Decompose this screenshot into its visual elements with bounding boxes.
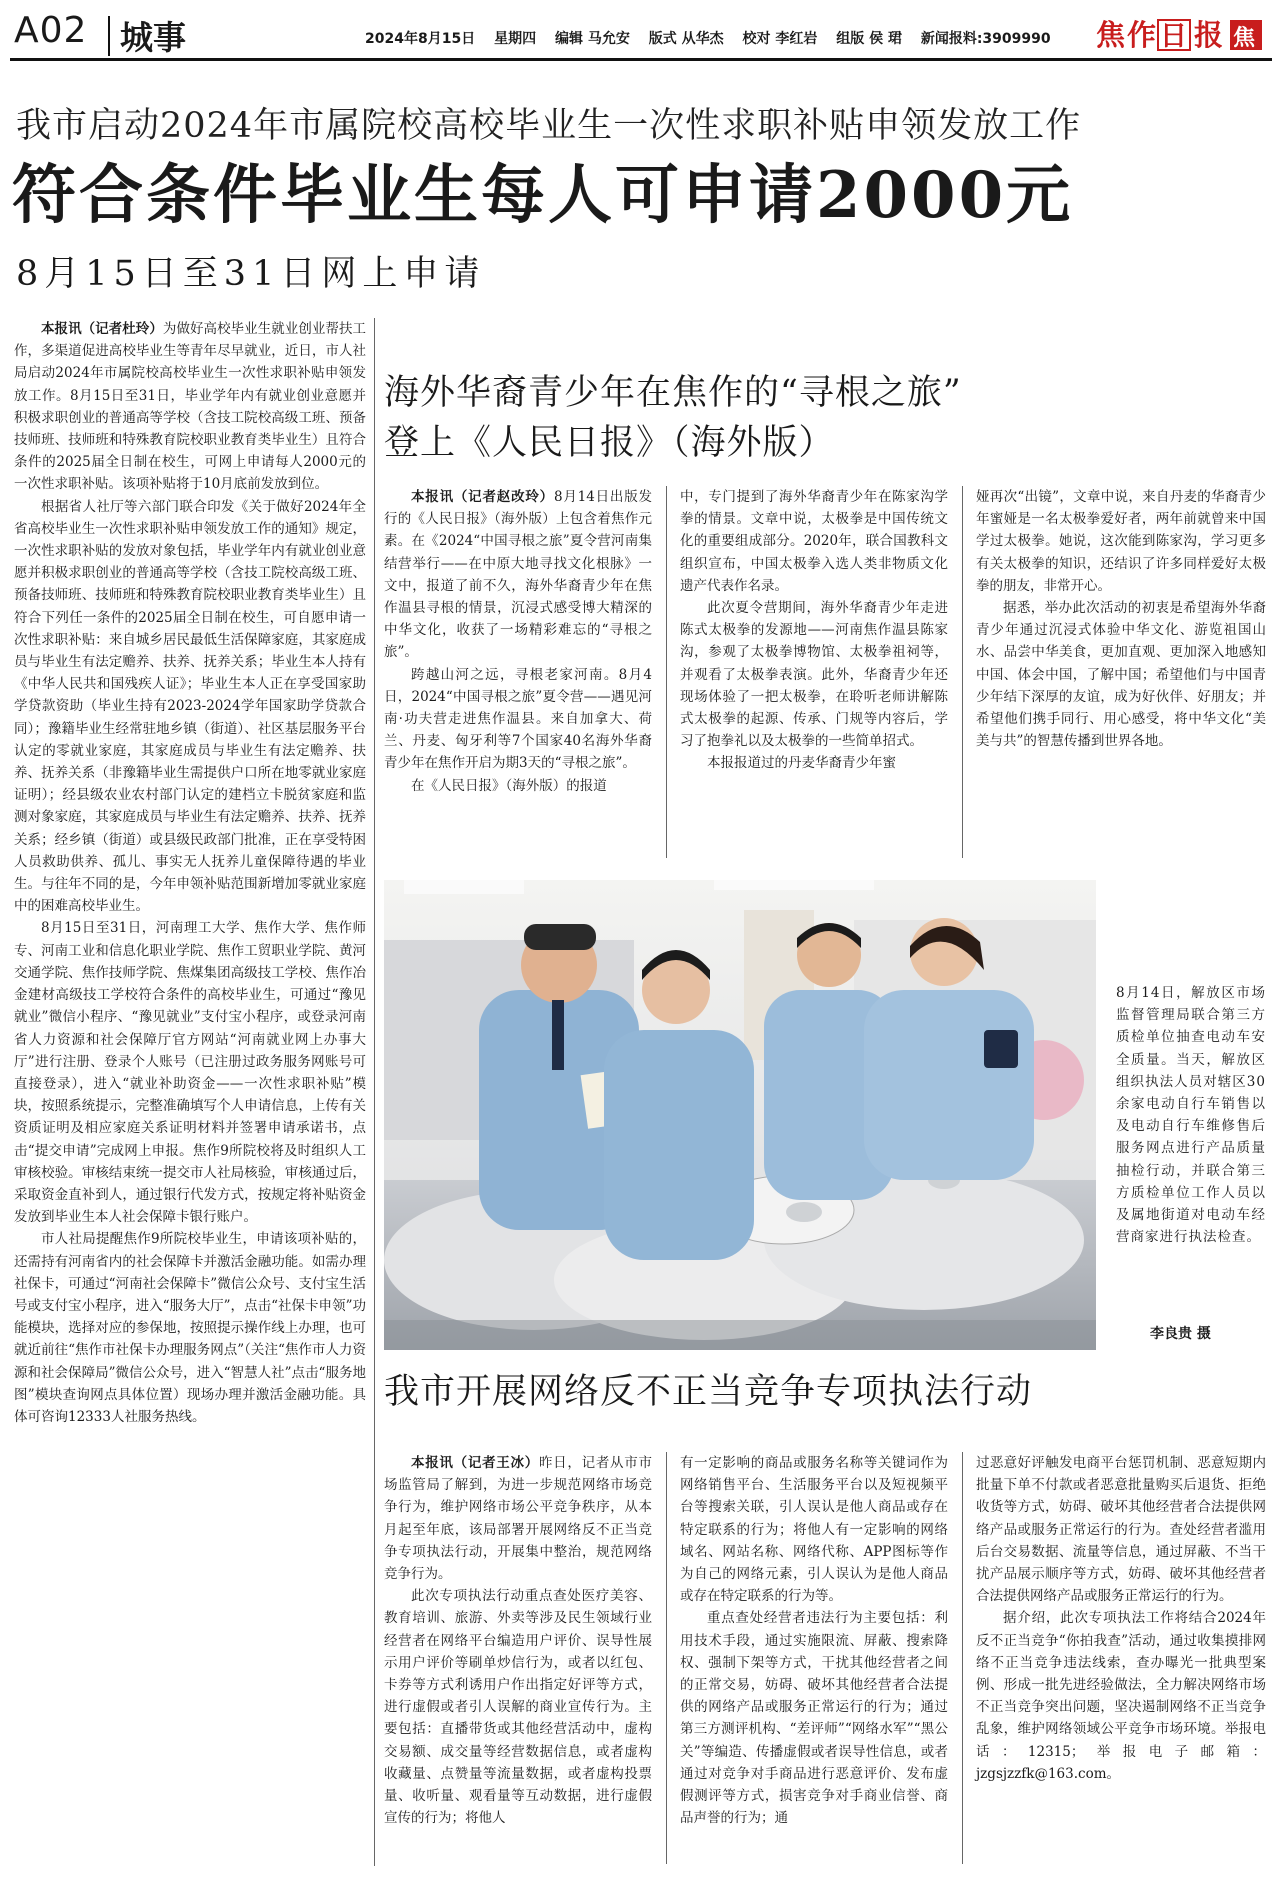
article2-column-1 bbox=[384, 486, 652, 797]
lead-paragraph: 根据省人社厅等六部门联合印发《关于做好2024年全省高校毕业生一次性求职补贴申领发放工作的通知》规定，一次性求职补贴的发放对象包括，毕业学年内有就业创业意愿并积极求职创业的普通高等学校（含技工院校高级工班、预备技师班、技师班和特殊教育院校职业教育类毕业生）且符合下列任一条件的2025届全日制在校生，可自愿申请一次性求职补贴：来自城乡居民最低生活保障家庭，其家庭成员与毕业生有法定赡养、扶养、抚养关系；毕业生本人持有《中华人民共和国残疾人证》；毕业生本人正在享受国家助学贷款资助（毕业生持有2023-2024学年国家助学贷款合同）；豫籍毕业生经常驻地乡镇（街道）、社区基层服务平台认定的零就业家庭，其家庭成员与毕业生有法定赡养、扶养、抚养关系（非豫籍毕业生需提供户口所在地零就业家庭证明）；经县级农业农村部门认定的建档立卡脱贫家庭和监测对象家庭，其家庭成员与毕业生有法定赡养、扶养、抚养关系；经乡镇（街道）或县级民政部门批准，正在享受特困人员救助供养、孤儿、事实无人抚养儿童保障待遇的毕业生。与往年不同的是，今年申领补贴范围新增加零就业家庭中的困难高校毕业生。 bbox=[14, 498, 366, 915]
article2-column-3 bbox=[976, 486, 1266, 752]
article3-paragraph: 过恶意好评触发电商平台惩罚机制、恶意短期内批量下单不付款或者恶意批量购买后退货、拒绝收货等方式，妨碍、破坏其他经营者合法提供网络产品或服务正常运行的行为。查处经营者滥用后台交易数据、流量等信息，通过屏蔽、不当干扰产品展示顺序等方式，妨碍、破坏其他经营者合法提供网络产品或服务正常运行的行为。 bbox=[976, 1455, 1266, 1605]
svg-text:焦作: 焦作 bbox=[1096, 18, 1159, 52]
header-meta bbox=[365, 28, 1065, 48]
article2-paragraph: 本报讯（记者赵改玲）8月14日出版发行的《人民日报》（海外版）上包含着焦作元素。在《2024“中国寻根之旅”夏令营河南集结营举行——在中原大地寻找文化根脉》一文中，报道了前不久，海外华裔青少年在焦作温县寻根的情景，沉浸式感受博大精深的中华文化，收获了一场精彩难忘的“寻根之旅”。 bbox=[384, 489, 652, 661]
newspaper-logo bbox=[1096, 14, 1268, 54]
news-photo bbox=[384, 880, 1096, 1350]
layout-credit: 版式 从华杰 bbox=[648, 31, 724, 47]
lead-subhead: 8月15日至31日网上申请 bbox=[16, 254, 486, 294]
article3-column-3 bbox=[976, 1452, 1266, 1785]
news-hotline: 新闻报料:3909990 bbox=[920, 31, 1051, 47]
column-divider bbox=[374, 318, 375, 1866]
lead-byline: 本报讯（记者杜玲） bbox=[41, 321, 163, 337]
svg-text:报: 报 bbox=[1194, 18, 1226, 52]
article2-paragraph: 跨越山河之远，寻根老家河南。8月4日，2024“中国寻根之旅”夏令营——遇见河南·功夫营走进焦作温县。来自加拿大、荷兰、丹麦、匈牙利等7个国家40名海外华裔青少年在焦作开启为期3天的“寻根之旅”。 bbox=[384, 666, 652, 772]
article3-column-1 bbox=[384, 1452, 652, 1829]
header-rule bbox=[10, 58, 1272, 61]
article2-paragraph: 中，专门提到了海外华裔青少年在陈家沟学拳的情景。文章中说，太极拳是中国传统文化的重要组成部分。2020年，联合国教科文组织宣布，中国太极拳入选人类非物质文化遗产代表作名录。 bbox=[680, 489, 948, 594]
article2-paragraph: 据悉，举办此次活动的初衷是希望海外华裔青少年通过沉浸式体验中华文化、游览祖国山水、品尝中华美食，更加直观、更加深入地感知中国、体会中国，了解中国；希望他们与中国青少年结下深厚的友谊，成为好伙伴、好朋友；并希望他们携手同行、用心感受，将中华文化“美美与共”的智慧传播到世界各地。 bbox=[976, 600, 1266, 750]
issue-weekday: 星期四 bbox=[494, 31, 537, 47]
article3-byline: 本报讯（记者王冰） bbox=[411, 1455, 539, 1471]
article3-paragraph: 据介绍，此次专项执法工作将结合2024年反不正当竞争“你拍我查”活动，通过收集摸排网络不正当竞争违法线索，查办曝光一批典型案例、形成一批先进经验做法，全力解决网络市场不正当竞争突出问题，坚决遏制网络不正当竞争乱象，维护网络领域公平竞争市场环境。举报电话：12315；举报电子邮箱：jzgsjzzfk@163.com。 bbox=[976, 1610, 1266, 1782]
column-divider bbox=[962, 1452, 963, 1864]
article3-column-2 bbox=[680, 1452, 948, 1829]
article3-paragraph: 此次专项执法行动重点查处医疗美容、教育培训、旅游、外卖等涉及民生领域行业经营者在网络平台编造用户评价、误导性展示用户评价等刷单炒信行为，或者以红包、卡券等方式利诱用户作出指定好评等方式，进行虚假或者引人误解的商业宣传行为。主要包括：直播带货或其他经营活动中，虚构交易额、成交量等经营数据信息，或者虚构收藏量、点赞量等流量数据，或者虚构投票量、收听量、观看量等互动数据，进行虚假宣传的行为；将他人 bbox=[384, 1588, 652, 1827]
article2-paragraph: 本报报道过的丹麦华裔青少年蜜 bbox=[707, 755, 896, 772]
header-divider bbox=[108, 16, 110, 56]
editor-credit: 编辑 马允安 bbox=[554, 31, 630, 47]
article2-paragraph: 在《人民日报》（海外版）的报道 bbox=[411, 777, 607, 794]
page-number: A02 bbox=[14, 10, 88, 51]
svg-text:日: 日 bbox=[1160, 21, 1189, 52]
photo-caption: 8月14日，解放区市场监督管理局联合第三方质检单位抽查电动车安全质量。当天，解放区组织执法人员对辖区30余家电动自行车销售以及电动自行车维修售后服务网点进行产品质量抽检行动，并联合第三方质检单位工作人员以及属地街道对电动车经营商家进行执法检查。 bbox=[1116, 985, 1266, 1246]
column-divider bbox=[962, 486, 963, 858]
column-divider bbox=[666, 486, 667, 858]
lead-paragraph: 本报讯（记者杜玲）为做好高校毕业生就业创业帮扶工作，多渠道促进高校毕业生等青年尽早就业，近日，市人社局启动2024年市属院校高校毕业生一次性求职补贴申领发放工作。8月15日至31日，毕业学年内有就业创业意愿并积极求职创业的普通高等学校（含技工院校高级工班、预备技师班、技师班和特殊教育院校职业教育类毕业生）且符合条件的2025届全日制在校生，可网上申请每人2000元的一次性求职补贴。该项补贴将于10月底前发放到位。 bbox=[14, 321, 367, 493]
article3-paragraph: 有一定影响的商品或服务名称等关键词作为网络销售平台、生活服务平台以及短视频平台等搜索关联，引人误认是他人商品或存在特定联系的行为；将他人有一定影响的网络域名、网站名称、网络代称、APP图标等作为自己的网络元素，引人误认为是他人商品或存在特定联系的行为等。 bbox=[680, 1455, 948, 1605]
article2-byline: 本报讯（记者赵改玲） bbox=[411, 489, 554, 505]
article3-headline: 我市开展网络反不正当竞争专项执法行动 bbox=[384, 1372, 1033, 1412]
article3-paragraph: 重点查处经营者违法行为主要包括：利用技术手段，通过实施限流、屏蔽、搜索降权、强制下架等方式，干扰其他经营者之间的正常交易，妨碍、破坏其他经营者合法提供的网络产品或服务正常运行的行为；通过第三方测评机构、“差评师”“网络水军”“黑公关”等编造、传播虚假或者误导性信息，或者通过对竞争对手商品进行恶意评价、发布虚假测评等方式，损害竞争对手商业信誉、商品声誉的行为；通 bbox=[680, 1610, 948, 1827]
photo-credit: 李良贵 摄 bbox=[1150, 1326, 1211, 1342]
newspaper-logo-mark bbox=[1096, 14, 1268, 54]
article2-paragraph: 娅再次“出镜”，文章中说，来自丹麦的华裔青少年蜜娅是一名太极拳爱好者，两年前就曾来中国学过太极拳。她说，这次能到陈家沟，学习更多有关太极拳的知识，还结识了许多同样爱好太极拳的朋友，非常开心。 bbox=[976, 489, 1266, 594]
article3-paragraph: 本报讯（记者王冰）昨日，记者从市市场监管局了解到，为进一步规范网络市场竞争行为，维护网络市场公平竞争秩序，从本月起至年底，该局部署开展网络反不正当竞争专项执法行动，开展集中整治，规范网络竞争行为。 bbox=[384, 1455, 652, 1583]
lead-kicker: 我市启动2024年市属院校高校毕业生一次性求职补贴申领发放工作 bbox=[16, 106, 1082, 146]
lead-body bbox=[14, 318, 366, 1428]
lead-headline: 符合条件毕业生每人可申请2000元 bbox=[12, 158, 1074, 233]
article2-headline bbox=[384, 368, 962, 468]
svg-text:焦: 焦 bbox=[1233, 26, 1258, 51]
column-divider bbox=[666, 1452, 667, 1864]
article2-headline-line2: 登上《人民日报》（海外版） bbox=[384, 423, 835, 463]
article2-paragraph: 此次夏令营期间，海外华裔青少年走进陈式太极拳的发源地——河南焦作温县陈家沟，参观了太极拳博物馆、太极拳祖祠等，并观看了太极拳表演。此外，华裔青少年还现场体验了一把太极拳，在聆听老师讲解陈式太极拳的起源、传承、门规等内容后，学习了抱拳礼以及太极拳的一些简单招式。 bbox=[680, 600, 948, 750]
lead-paragraph: 市人社局提醒焦作9所院校毕业生，申请该项补贴的，还需持有河南省内的社会保障卡并激活金融功能。如需办理社保卡，可通过“河南社会保障卡”微信公众号、支付宝生活号或支付宝小程序，进入“服务大厅”，点击“社保卡申领”功能模块，选择对应的参保地，按照提示操作线上办理，也可就近前往“焦作市社保卡办理服务网点”（关注“焦作市人力资源和社会保障局”微信公众号，进入“智慧人社”点击“服务地图”模块查询网点具体位置）现场办理并激活金融功能。具体可咨询12333人社服务热线。 bbox=[14, 1231, 366, 1425]
photo-illustration bbox=[384, 880, 1096, 1350]
proofread-credit: 校对 李红岩 bbox=[742, 31, 818, 47]
group-credit: 组版 侯 珺 bbox=[836, 31, 902, 47]
article2-headline-line1: 海外华裔青少年在焦作的“寻根之旅” bbox=[384, 373, 962, 413]
article2-column-2 bbox=[680, 486, 948, 775]
issue-date: 2024年8月15日 bbox=[365, 31, 476, 47]
section-title: 城事 bbox=[120, 18, 186, 57]
lead-paragraph: 8月15日至31日，河南理工大学、焦作大学、焦作师专、河南工业和信息化职业学院、焦作工贸职业学院、黄河交通学院、焦作技师学院、焦煤集团高级技工学校、焦作冶金建材高级技工学校符合条件的高校毕业生，可通过“豫见就业”微信小程序、“豫见就业”支付宝小程序，或登录河南省人力资源和社会保障厅官方网站“河南就业网上办事大厅”进行注册、登录个人账号（已注册过政务服务网账号可直接登录），进入“就业补助资金——一次性求职补贴”模块，按照系统提示，完整准确填写个人申请信息，上传有关资质证明及相应家庭关系证明材料并签署申请承诺书，点击“提交申请”完成网上申报。焦作9所院校将及时组织人工审核校验。审核结束统一提交市人社局核验，审核通过后，采取资金直补到人，通过银行代发方式，按规定将补贴资金发放到毕业生本人社会保障卡银行账户。 bbox=[14, 920, 366, 1226]
